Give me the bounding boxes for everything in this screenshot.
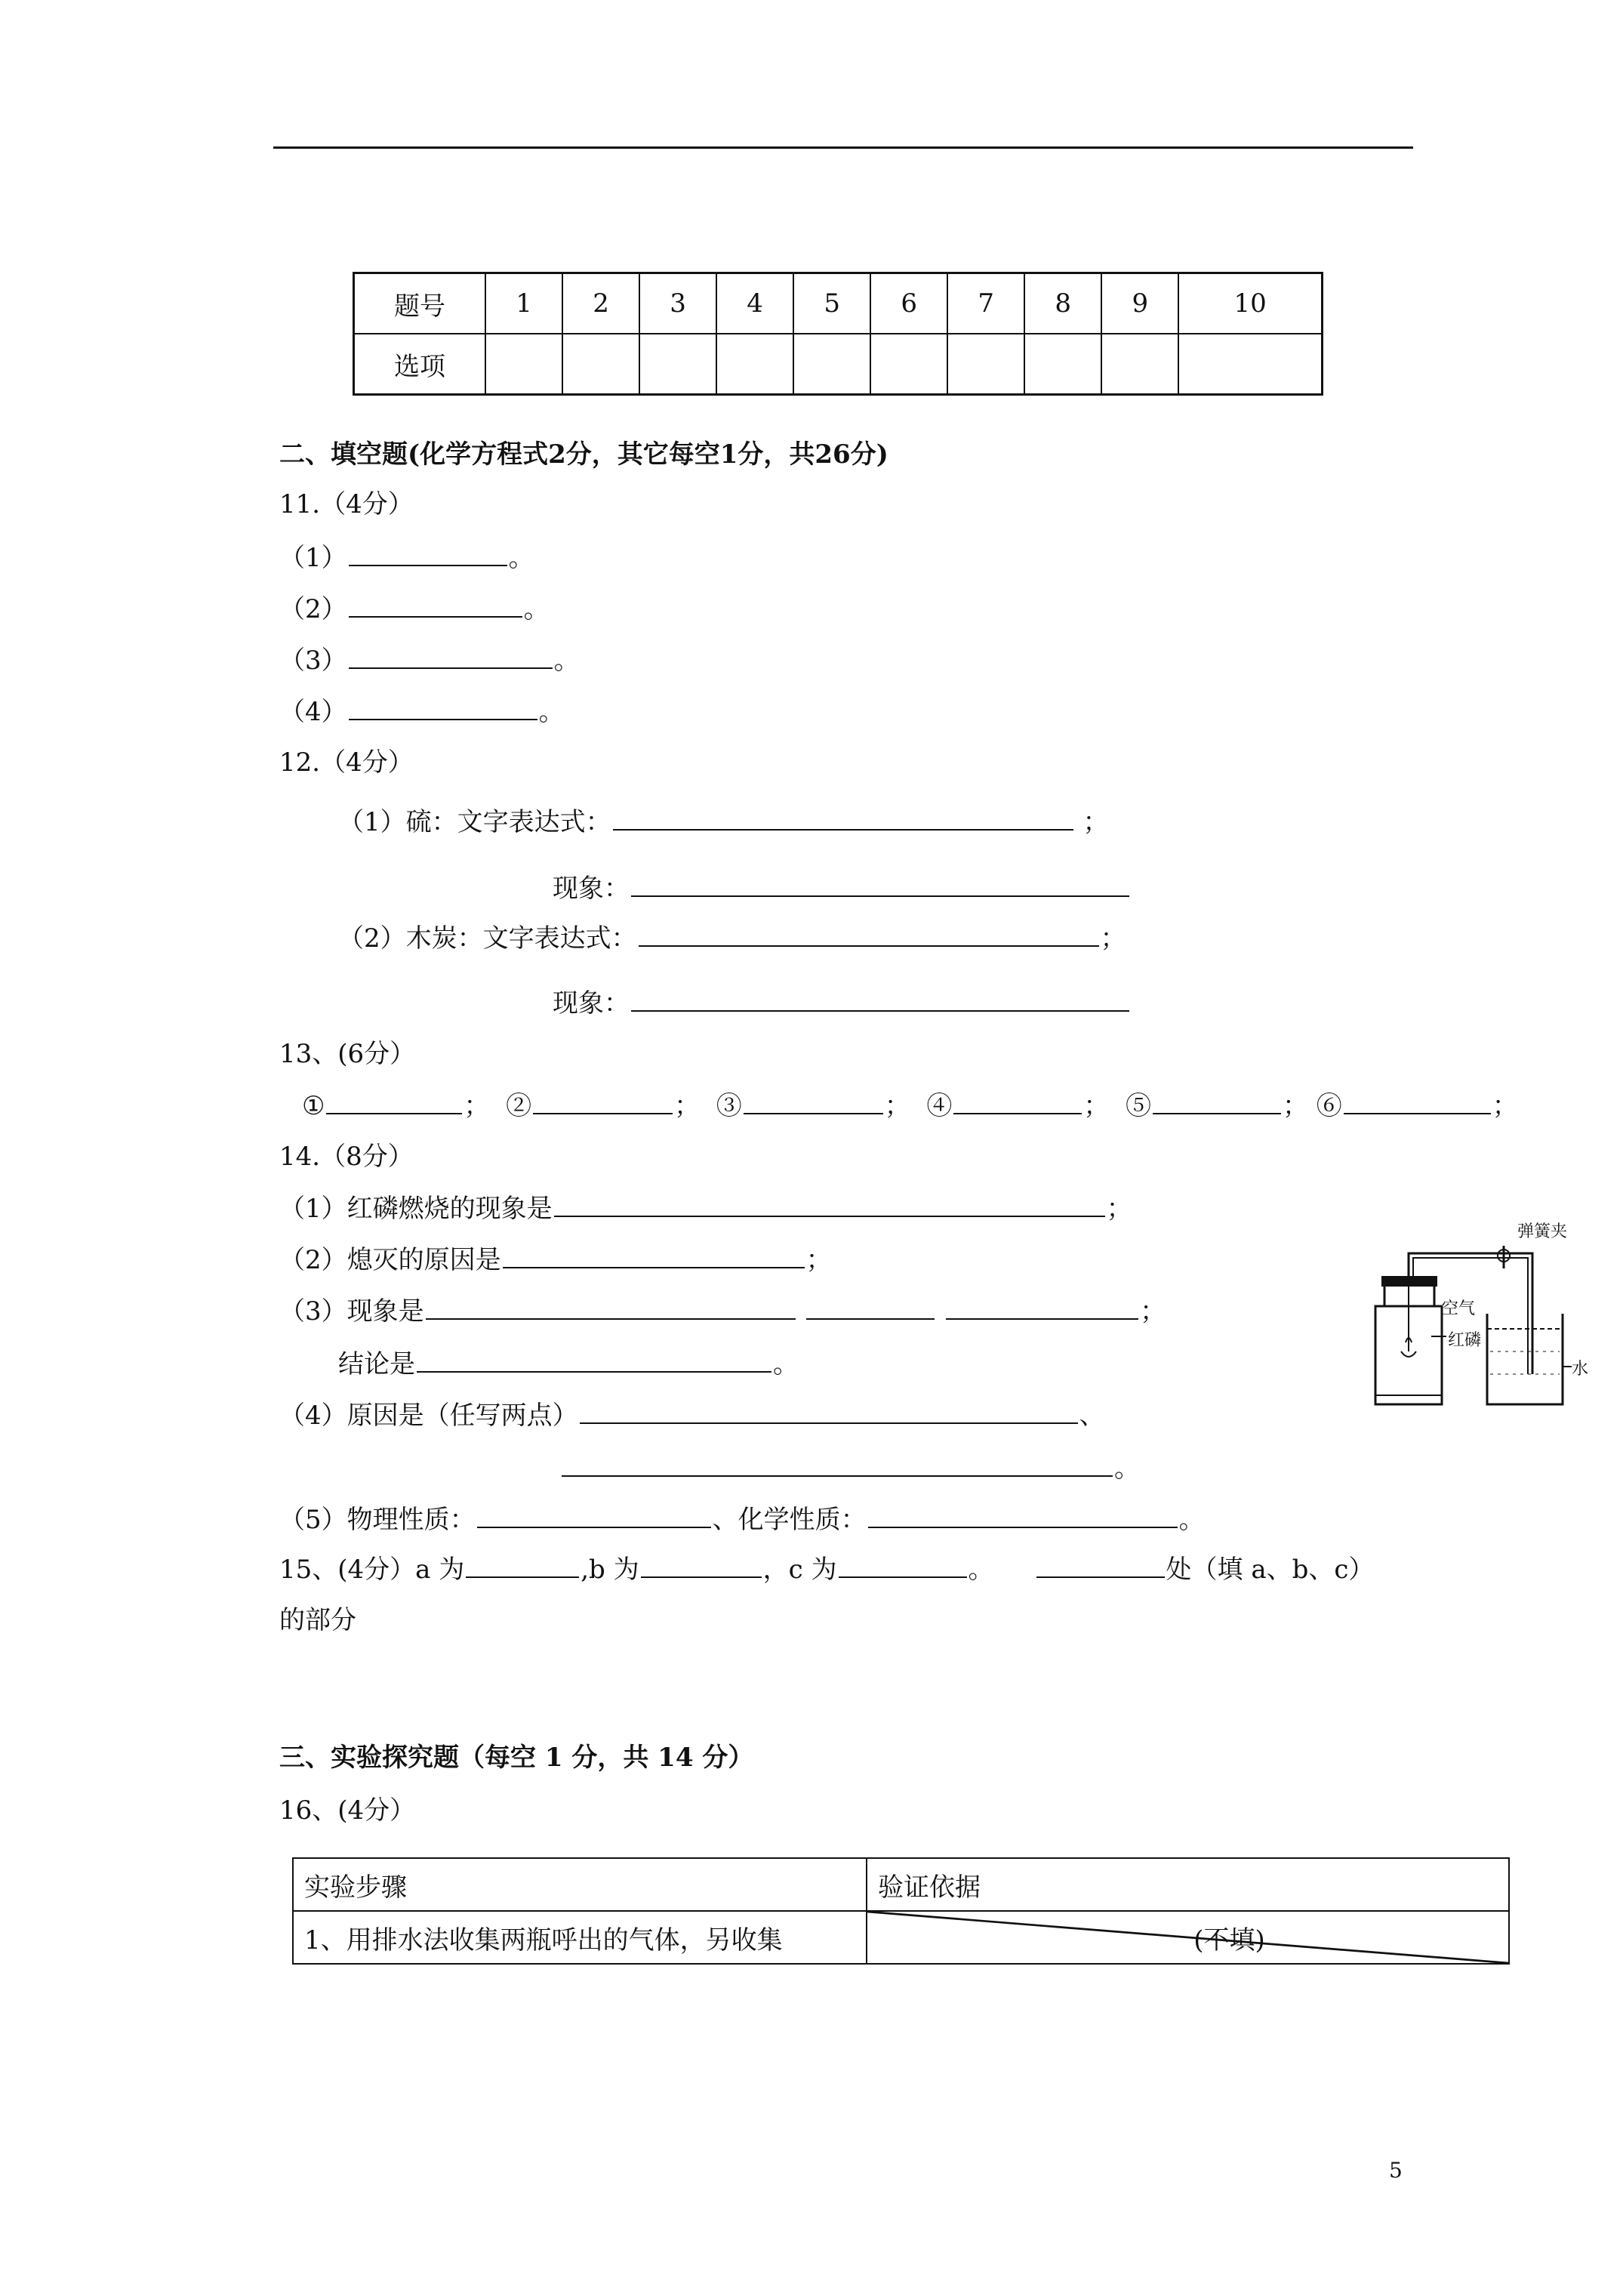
page-number: 5 bbox=[1389, 2158, 1403, 2183]
q14-part5: （5）物理性质： 、化学性质： 。 bbox=[279, 1505, 1205, 1535]
basis-cell bbox=[867, 1911, 1509, 1964]
answer-blank[interactable] bbox=[806, 1296, 935, 1320]
answer-blank[interactable] bbox=[868, 1504, 1178, 1528]
q15-line1: 15、(4分）a 为 ,b 为 ，c 为 。 处（填 a、b、c） bbox=[279, 1555, 1375, 1585]
answer-table-num: 3 bbox=[639, 273, 716, 334]
answer-cell[interactable] bbox=[716, 334, 793, 395]
answer-blank[interactable] bbox=[533, 1090, 673, 1114]
answer-blank[interactable] bbox=[639, 923, 1099, 947]
answer-table-row-numbers bbox=[354, 273, 1323, 334]
q14-part2: （2）熄灭的原因是 ； bbox=[279, 1245, 832, 1275]
section2-title: 二、填空题(化学方程式2分，其它每空1分，共26分) bbox=[279, 439, 888, 470]
answer-blank[interactable] bbox=[953, 1090, 1082, 1114]
q12-sulfur: （1）硫：文字表达式： ； bbox=[338, 807, 1109, 837]
label-clip: 弹簧夹 bbox=[1517, 1222, 1568, 1241]
basis-note: (不填) bbox=[1193, 1925, 1265, 1955]
answer-blank[interactable] bbox=[839, 1554, 967, 1578]
label-air: 空气 bbox=[1442, 1299, 1476, 1318]
answer-blank[interactable] bbox=[477, 1504, 711, 1528]
header-rule bbox=[273, 146, 1413, 149]
answer-blank[interactable] bbox=[503, 1244, 805, 1268]
answer-blank[interactable] bbox=[580, 1400, 1078, 1424]
col-header-basis: 验证依据 bbox=[867, 1858, 1509, 1911]
answer-blank[interactable] bbox=[349, 542, 507, 566]
q14-label: 14.（8分） bbox=[279, 1142, 414, 1172]
answer-table-num: 7 bbox=[947, 273, 1024, 334]
answer-table-num: 1 bbox=[485, 273, 562, 334]
q13-label: 13、(6分） bbox=[279, 1039, 416, 1069]
answer-blank[interactable] bbox=[426, 1296, 796, 1320]
answer-blank[interactable] bbox=[326, 1090, 462, 1114]
answer-cell[interactable] bbox=[639, 334, 716, 395]
answer-blank[interactable] bbox=[744, 1090, 883, 1114]
apparatus-figure bbox=[1359, 1222, 1589, 1412]
answer-blank[interactable] bbox=[1036, 1554, 1165, 1578]
q11-label: 11.（4分） bbox=[279, 489, 414, 519]
answer-cell[interactable] bbox=[870, 334, 947, 395]
label-phosphorus: 红磷 bbox=[1448, 1331, 1482, 1350]
answer-blank[interactable] bbox=[562, 1453, 1113, 1477]
answer-blank[interactable] bbox=[641, 1554, 762, 1578]
answer-blank[interactable] bbox=[613, 806, 1073, 831]
q15-line2: 的部分 bbox=[279, 1605, 356, 1635]
q11-item: （2） 。 bbox=[279, 594, 550, 624]
answer-blank[interactable] bbox=[417, 1348, 771, 1373]
answer-table-num: 2 bbox=[562, 273, 639, 334]
q14-conclusion: 结论是 。 bbox=[338, 1349, 799, 1379]
answer-blank[interactable] bbox=[1153, 1090, 1281, 1114]
answer-table-num: 10 bbox=[1178, 273, 1322, 334]
answer-table-label: 题号 bbox=[354, 273, 486, 334]
answer-blank[interactable] bbox=[631, 873, 1129, 897]
q12-charcoal: （2）木炭：文字表达式： ； bbox=[338, 923, 1126, 954]
answer-table-num: 4 bbox=[716, 273, 793, 334]
q11-item: （1） 。 bbox=[279, 543, 534, 573]
q16-label: 16、(4分） bbox=[279, 1795, 416, 1826]
answer-cell[interactable] bbox=[1178, 334, 1322, 395]
answer-cell[interactable] bbox=[1101, 334, 1178, 395]
q12-phenomenon: 现象： bbox=[553, 988, 1131, 1019]
answer-blank[interactable] bbox=[349, 593, 522, 618]
experiment-table bbox=[292, 1857, 1510, 1965]
experiment-table-header bbox=[293, 1858, 1509, 1911]
label-water: 水 bbox=[1572, 1360, 1589, 1379]
col-header-steps: 实验步骤 bbox=[293, 1858, 867, 1911]
answer-table-num: 8 bbox=[1024, 273, 1101, 334]
q12-phenomenon: 现象： bbox=[553, 873, 1131, 904]
diagonal-strike bbox=[867, 1912, 1508, 1963]
q11-item: （3） 。 bbox=[279, 646, 580, 676]
answer-cell[interactable] bbox=[1024, 334, 1101, 395]
q14-part4: （4）原因是（任写两点） 、 bbox=[279, 1401, 1105, 1431]
experiment-table-row bbox=[293, 1911, 1509, 1964]
q14-part1: （1）红磷燃烧的现象是 ； bbox=[279, 1194, 1132, 1224]
answer-cell[interactable] bbox=[947, 334, 1024, 395]
answer-cell[interactable] bbox=[793, 334, 870, 395]
answer-table bbox=[353, 272, 1323, 396]
q14-part4-line2: 。 bbox=[560, 1453, 1140, 1484]
answer-table-num: 6 bbox=[870, 273, 947, 334]
q14-part3: （3）现象是 ； bbox=[279, 1296, 1166, 1327]
answer-blank[interactable] bbox=[1344, 1090, 1491, 1114]
answer-blank[interactable] bbox=[466, 1554, 579, 1578]
answer-cell[interactable] bbox=[485, 334, 562, 395]
answer-table-num: 5 bbox=[793, 273, 870, 334]
answer-blank[interactable] bbox=[349, 696, 537, 720]
answer-blank[interactable] bbox=[554, 1193, 1105, 1217]
answer-table-label: 选项 bbox=[354, 334, 486, 395]
step-cell: 1、用排水法收集两瓶呼出的气体，另收集 bbox=[293, 1911, 867, 1964]
q12-label: 12.（4分） bbox=[279, 747, 414, 778]
answer-table-row-options bbox=[354, 334, 1323, 395]
q11-item: （4） 。 bbox=[279, 697, 565, 727]
answer-blank[interactable] bbox=[631, 988, 1129, 1012]
answer-blank[interactable] bbox=[349, 645, 553, 669]
q13-blanks: ① ； ② ； ③ ； ④ ； ⑤ ； ⑥ ； bbox=[302, 1091, 1518, 1121]
section3-title: 三、实验探究题（每空 1 分，共 14 分） bbox=[279, 1743, 754, 1773]
answer-blank[interactable] bbox=[946, 1296, 1138, 1320]
answer-cell[interactable] bbox=[562, 334, 639, 395]
answer-table-num: 9 bbox=[1101, 273, 1178, 334]
